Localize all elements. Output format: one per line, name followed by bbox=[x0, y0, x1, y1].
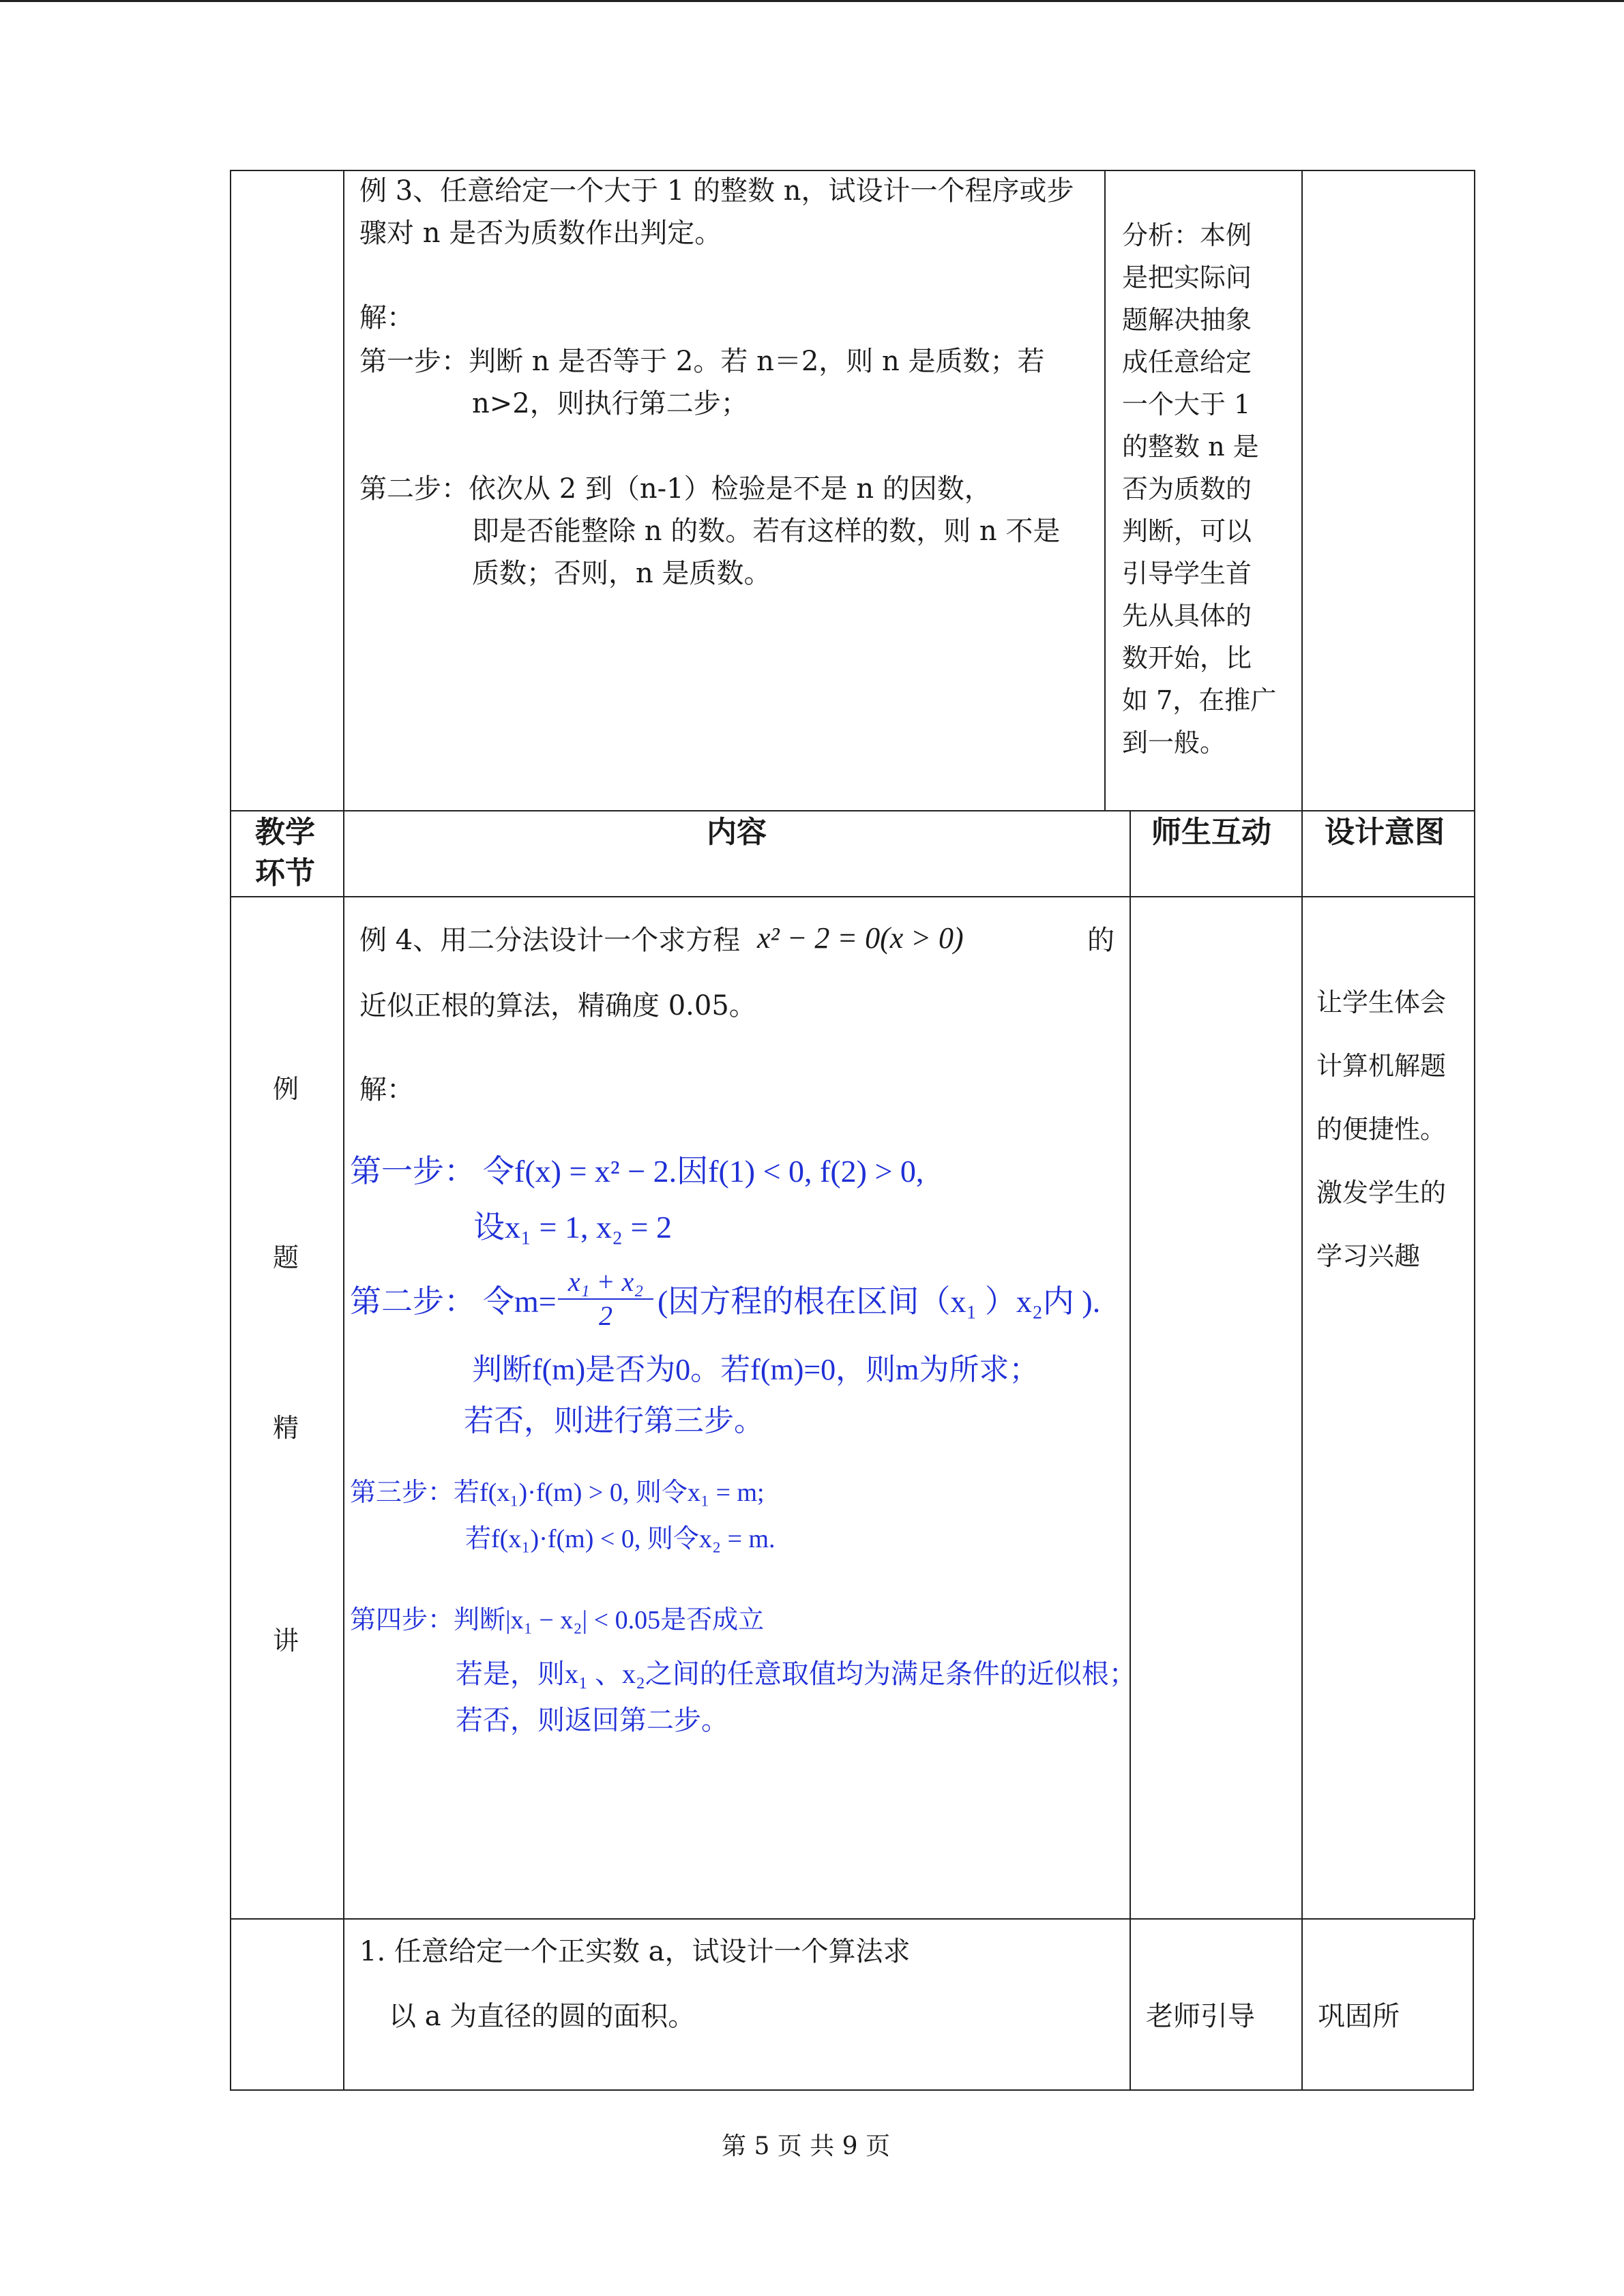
ex4-step3-line1: 第三步：若f(x₁)·f(m) > 0, 则令x₁ = m; bbox=[350, 1478, 765, 1507]
header-top-line bbox=[230, 810, 1475, 811]
ex4-line1-pre: 例 4、用二分法设计一个求方程 bbox=[359, 925, 741, 956]
exercise-intent: 巩固所 bbox=[1318, 2001, 1400, 2032]
ex4-step4-line2: 若是，则x₁ 、x₂之间的任意取值均为满足条件的近似根； bbox=[456, 1658, 1136, 1689]
ex4-step2-post: (因方程的根在区间（x₁ ）x₂内 ). bbox=[658, 1284, 1101, 1319]
section-label-char: 题 bbox=[273, 1242, 299, 1272]
table-bottom-line bbox=[230, 2089, 1474, 2091]
ex4-step2-check: 判断f(m)是否为0。若f(m)=0，则m为所求； bbox=[472, 1353, 1039, 1386]
ex4-step1-text: 令f(x) = x² − 2.因f(1) < 0, f(2) > 0, bbox=[483, 1154, 924, 1189]
section-label-char: 精 bbox=[273, 1413, 299, 1443]
exercise-line2: 以 a 为直径的圆的面积。 bbox=[389, 2001, 696, 2032]
ex4-design-intent bbox=[1316, 971, 1480, 1288]
analysis-line: 一个大于 1 bbox=[1122, 389, 1251, 419]
ex3-analysis bbox=[1122, 214, 1286, 764]
analysis-line: 到一般。 bbox=[1122, 728, 1226, 758]
col2-divider bbox=[1130, 810, 1131, 2091]
analysis-line: 的整数 n 是 bbox=[1122, 432, 1259, 462]
ex4-step1-init: 设x₁ = 1, x₂ = 2 bbox=[473, 1210, 672, 1244]
header-col2: 内容 bbox=[707, 815, 767, 850]
ex4-step2-pre: 令m= bbox=[483, 1284, 557, 1319]
analysis-line: 如 7，在推广 bbox=[1122, 685, 1277, 715]
ex3-step1-line1: 第一步：判断 n 是否等于 2。若 n＝2，则 n 是质数；若 bbox=[359, 346, 1045, 377]
table-top-line bbox=[230, 170, 1475, 171]
header-col1-line1: 教学 bbox=[255, 815, 315, 850]
ex4-step3-line2: 若f(x₁)·f(m) < 0, 则令x₂ = m. bbox=[465, 1525, 776, 1553]
section-bottom-line bbox=[230, 1918, 1475, 1920]
page-top-border bbox=[0, 0, 1624, 2]
intent-line: 激发学生的 bbox=[1316, 1178, 1447, 1208]
ex3-step1-line2: n>2，则执行第二步； bbox=[472, 388, 748, 419]
ex4-line1-post: 的 bbox=[1087, 925, 1114, 956]
analysis-line: 否为质数的 bbox=[1122, 474, 1252, 504]
analysis-line: 判断，可以 bbox=[1122, 516, 1252, 546]
ex4-step1-label: 第一步： bbox=[350, 1154, 475, 1189]
header-col1-line2: 环节 bbox=[255, 856, 315, 891]
ex4-step4-line1: 第四步：判断|x₁ − x₂| < 0.05是否成立 bbox=[350, 1606, 765, 1635]
header-col3: 师生互动 bbox=[1151, 815, 1271, 850]
exercise-line1: 1. 任意给定一个正实数 a，试设计一个算法求 bbox=[359, 1936, 911, 1967]
section-label-char: 讲 bbox=[273, 1626, 299, 1656]
page-footer: 第 5 页 共 9 页 bbox=[722, 2132, 891, 2160]
analysis-line: 先从具体的 bbox=[1122, 601, 1252, 631]
ex4-step2-fraction bbox=[558, 1267, 653, 1331]
intent-line: 让学生体会 bbox=[1316, 987, 1447, 1017]
ex4-equation: x² − 2 = 0(x > 0) bbox=[757, 921, 964, 955]
ex4-line2: 近似正根的算法，精确度 0.05。 bbox=[359, 990, 756, 1022]
col1-divider bbox=[343, 170, 344, 2091]
intent-line: 计算机解题 bbox=[1316, 1051, 1447, 1081]
table-right-line-bottom bbox=[1473, 1918, 1474, 2091]
analysis-line: 成任意给定 bbox=[1122, 347, 1252, 377]
ex4-solution-label: 解： bbox=[359, 1074, 414, 1105]
analysis-line: 分析：本例 bbox=[1122, 220, 1252, 250]
fraction-denominator: 2 bbox=[599, 1300, 612, 1331]
ex4-step2-label: 第二步： bbox=[350, 1284, 475, 1319]
fraction-numerator: x₁ + x₂ bbox=[567, 1266, 644, 1297]
analysis-line: 是把实际问 bbox=[1122, 263, 1252, 293]
col3-divider bbox=[1301, 170, 1303, 2091]
ex4-step4-line3: 若否，则返回第二步。 bbox=[456, 1705, 728, 1735]
ex3-step2-line1: 第二步：依次从 2 到（n-1）检验是不是 n 的因数， bbox=[359, 473, 992, 505]
ex3-step2-line2: 即是否能整除 n 的数。若有这样的数，则 n 不是 bbox=[472, 516, 1061, 547]
ex3-line1: 例 3、任意给定一个大于 1 的整数 n，试设计一个程序或步 bbox=[359, 175, 1074, 207]
intent-line: 学习兴趣 bbox=[1316, 1241, 1421, 1271]
header-bottom-line bbox=[230, 896, 1475, 897]
exercise-interaction: 老师引导 bbox=[1146, 2001, 1255, 2032]
ex3-line2: 骤对 n 是否为质数作出判定。 bbox=[359, 218, 722, 249]
ex4-step2-else: 若否，则进行第三步。 bbox=[464, 1404, 764, 1437]
ex3-step2-line3: 质数；否则，n 是质数。 bbox=[472, 558, 771, 589]
col2-divider-top bbox=[1104, 170, 1106, 811]
table-left-line bbox=[230, 170, 231, 2091]
analysis-line: 引导学生首 bbox=[1122, 558, 1252, 588]
analysis-line: 数开始，比 bbox=[1122, 643, 1252, 673]
fraction-bar bbox=[558, 1298, 653, 1300]
intent-line: 的便捷性。 bbox=[1316, 1114, 1447, 1144]
ex3-solution-label: 解： bbox=[359, 302, 414, 333]
analysis-line: 题解决抽象 bbox=[1122, 305, 1252, 335]
section-label-char: 例 bbox=[273, 1074, 299, 1104]
header-col4: 设计意图 bbox=[1325, 815, 1445, 850]
